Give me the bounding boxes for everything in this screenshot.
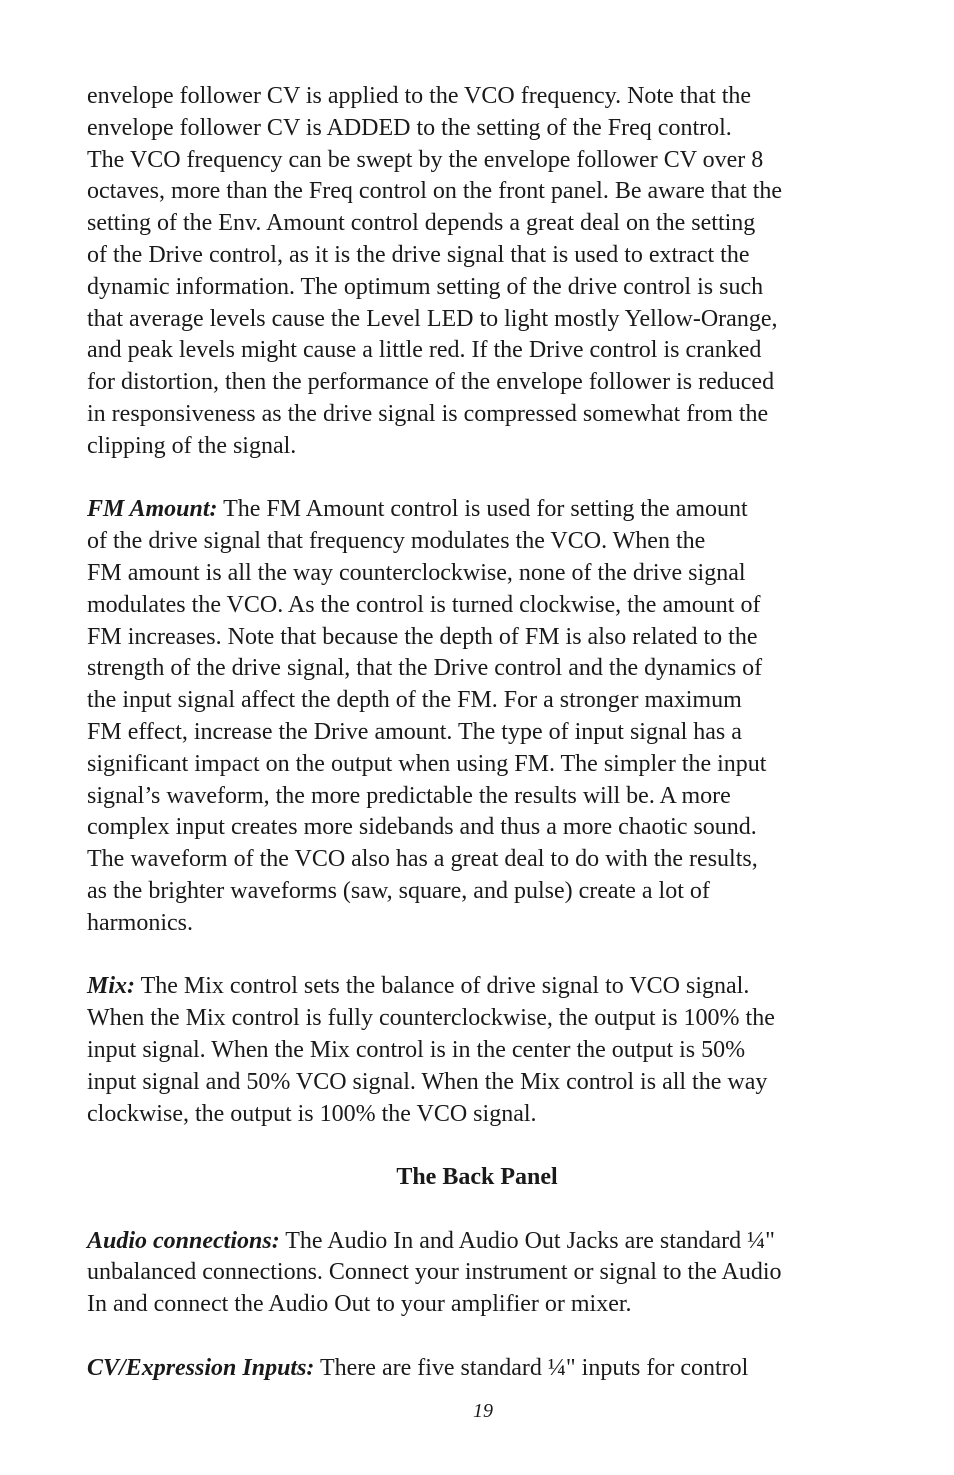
paragraph-spacer [87,940,877,972]
manual-page-body [87,81,877,1385]
body-text-line: for distortion, then the performance of the envelope follower is reduced [87,369,775,396]
paragraph-spacer [87,1194,877,1226]
cv-expression-first-text: There are five standard ¼" inputs for control [314,1354,749,1381]
mix-term: Mix: [87,973,135,1000]
body-text-line: harmonics. [87,909,193,936]
fm-amount-term: FM Amount: [87,496,218,523]
cv-expression-paragraph [87,1353,877,1385]
body-text-line: significant impact on the output when using FM. The simpler the input [87,750,767,777]
body-text-line: clockwise, the output is 100% the VCO signal. [87,1100,537,1127]
audio-connections-first-line [87,1226,877,1258]
body-text-line: envelope follower CV is ADDED to the setting of the Freq control. [87,114,732,141]
body-text-line: input signal and 50% VCO signal. When the Mix control is all the way [87,1068,768,1095]
body-text-line: FM amount is all the way counterclockwise, none of the drive signal [87,559,746,586]
body-text-line: unbalanced connections. Connect your instrument or signal to the Audio [87,1259,782,1286]
body-text-line: in responsiveness as the drive signal is compressed somewhat from the [87,400,769,427]
body-text-line: signal’s waveform, the more predictable the results will be. A more [87,782,731,809]
body-text-line: that average levels cause the Level LED to light mostly Yellow-Orange, [87,305,778,332]
paragraph-spacer [87,463,877,495]
body-text-line: strength of the drive signal, that the Drive control and the dynamics of [87,655,763,682]
cv-expression-first-line [87,1353,877,1385]
body-text-line: of the Drive control, as it is the drive signal that is used to extract the [87,241,750,268]
body-text-line: The VCO frequency can be swept by the envelope follower CV over 8 [87,146,764,173]
page-number: 19 [473,1400,493,1422]
cv-expression-term: CV/Expression Inputs: [87,1354,315,1381]
body-text-line: complex input creates more sidebands and thus a more chaotic sound. [87,814,757,841]
fm-amount-first-text: The FM Amount control is used for setting the amount [217,496,748,523]
mix-first-line [87,971,877,1003]
section-heading: The Back Panel [396,1164,558,1191]
mix-first-text: The Mix control sets the balance of drive signal to VCO signal. [135,973,750,1000]
mix-paragraph [87,971,877,1130]
body-text-line: modulates the VCO. As the control is turned clockwise, the amount of [87,591,761,618]
body-text-line: as the brighter waveforms (saw, square, and pulse) create a lot of [87,877,710,904]
body-text-line: FM effect, increase the Drive amount. The type of input signal has a [87,718,742,745]
audio-connections-term: Audio connections: [87,1227,280,1254]
body-text-line: When the Mix control is fully counterclockwise, the output is 100% the [87,1005,775,1032]
body-text-line: envelope follower CV is applied to the VCO frequency. Note that the [87,83,752,109]
fm-amount-paragraph [87,494,877,939]
paragraph-spacer [87,1130,877,1162]
audio-connections-first-text: The Audio In and Audio Out Jacks are standard ¼" [279,1227,775,1254]
body-text-line: octaves, more than the Freq control on the front panel. Be aware that the [87,178,783,205]
audio-connections-paragraph [87,1226,877,1321]
body-text-line: of the drive signal that frequency modulates the VCO. When the [87,528,706,555]
body-text-line: input signal. When the Mix control is in the center the output is 50% [87,1036,746,1063]
body-text-line: clipping of the signal. [87,432,297,459]
body-text-line: setting of the Env. Amount control depends a great deal on the setting [87,210,756,237]
envelope-follower-paragraph [87,81,877,463]
fm-amount-first-line [87,494,877,526]
body-text-line: FM increases. Note that because the depth of FM is also related to the [87,623,758,650]
body-text-line: The waveform of the VCO also has a great deal to do with the results, [87,846,758,873]
body-text-line: the input signal affect the depth of the FM. For a stronger maximum [87,687,742,714]
body-text-line: dynamic information. The optimum setting of the drive control is such [87,273,764,300]
paragraph-spacer [87,1321,877,1353]
body-text-line: and peak levels might cause a little red. If the Drive control is cranked [87,337,762,364]
body-text-line: In and connect the Audio Out to your amplifier or mixer. [87,1291,632,1318]
